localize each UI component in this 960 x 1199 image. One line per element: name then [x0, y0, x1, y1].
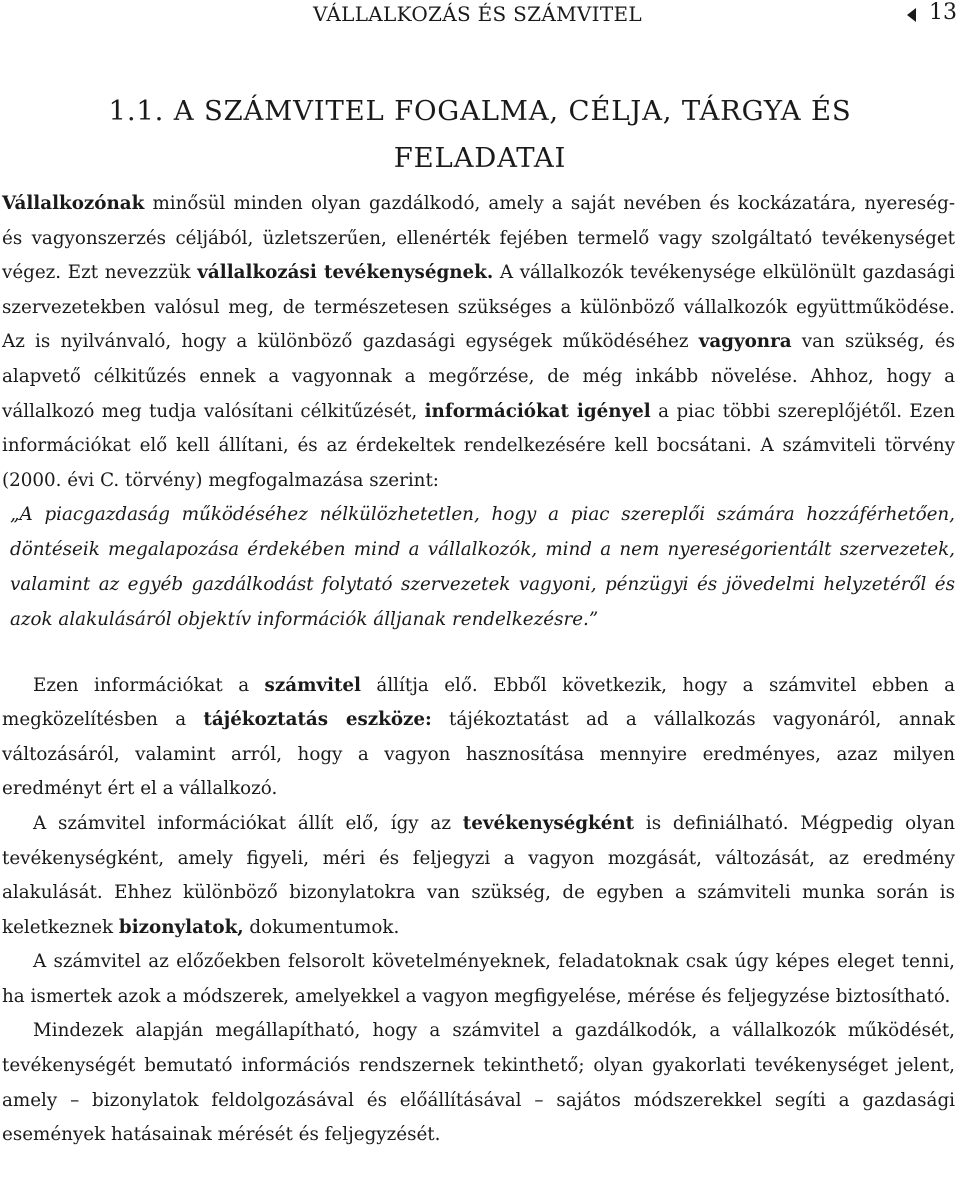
section-title-line2: FELADATAI: [393, 142, 567, 174]
paragraph-4: A számvitel az előzőekben felsorolt követelményeknek, feladatoknak csak úgy képes eleget tenni, ha ismertek azok a módszerek, amelyekkel a vagyon megfigyelése, mérése és feljegyzése biztosítható.: [2, 951, 955, 1007]
paragraph-3-text-c: dokumentumok.: [243, 916, 400, 938]
term-vallalkozasi-tevekenyseg: vállalkozási tevékenységnek.: [197, 262, 494, 284]
section-title: [0, 88, 960, 182]
term-vallalkozo: Vállalkozónak: [2, 193, 145, 214]
section-title-line1: 1.1. A SZÁMVITEL FOGALMA, CÉLJA, TÁRGYA ÉS: [108, 95, 852, 127]
paragraph-1-text-d: a piac többi szereplőjétől. Ezen információkat elő kell állítani, és az érdekeltek rendelkezésére kell bocsátani. A számviteli törvény (2000. évi C. törvény) megfogalmazása szerint:: [2, 400, 955, 491]
paragraph-1-text-c: van szükség, és alapvető célkitűzés ennek a vagyonnak a megőrzése, de még inkább növelése. Ahhoz, hogy a vállalkozó meg tudja valósítani célkitűzését,: [2, 331, 955, 422]
term-tajekoztatas-eszkoze: tájékoztatás eszköze:: [203, 709, 432, 731]
paragraph-2-text-b: állítja elő. Ebből következik, hogy a számvitel ebben a megközelítésben a: [2, 674, 955, 731]
page-header: [0, 0, 960, 34]
paragraph-3-text-a: A számvitel információkat állít elő, így az: [33, 812, 463, 834]
page-number: 13: [929, 0, 957, 25]
paragraph-1-text-b: A vállalkozók tevékenysége elkülönült gazdasági szervezetekben valósul meg, de természetesen szükséges a különböző vállalkozók együttműködése. Az is nyilvánvaló, hogy a különböző gazdasági egységek működéséhez: [2, 262, 955, 353]
term-informaciokat-igenyel: információkat igényel: [424, 400, 651, 422]
term-tevekenysegkent: tevékenységként: [462, 812, 635, 834]
body-text: [2, 187, 955, 1153]
paragraph-3-text-b: is definiálható. Mégpedig olyan tevékenységként, amely figyeli, méri és feljegyzi a vagyon mozgását, változását, az eredmény alakulását. Ehhez különböző bizonylatokra van szükség, de egyben a számviteli munka során is keletkeznek: [2, 812, 955, 938]
law-quote: „A piacgazdaság működéséhez nélkülözhetetlen, hogy a piac szereplői számára hozzáférhetően, döntéseik megalapozása érdekében mind a vállalkozók, mind a nem nyereségorientált szervezetek, valamint az egyéb gazdálkodást folytató szervezetek vagyoni, pénzügyi és jövedelmi helyzetéről és azok alakulásáról objektív információk álljanak rendelkezésre.”: [10, 504, 955, 630]
paragraph-3: [2, 807, 955, 945]
paragraph-1: [2, 187, 955, 498]
running-title: VÁLLALKOZÁS ÉS SZÁMVITEL: [313, 2, 642, 26]
term-bizonylatok: bizonylatok,: [118, 916, 244, 938]
paragraph-2: [2, 669, 955, 807]
term-szamvitel: számvitel: [264, 674, 361, 696]
paragraph-5: Mindezek alapján megállapítható, hogy a számvitel a gazdálkodók, a vállalkozók működését, tevékenységét bemutató információs rendszernek tekinthető; olyan gyakorlati tevékenységet jelent, amely – bizonylatok feldolgozásával és előállításával – sajátos módszerekkel segíti a gazdasági események hatásainak mérését és feljegyzését.: [2, 1020, 955, 1146]
term-vagyonra: vagyonra: [698, 331, 792, 353]
paragraph-1-text-a: minősül minden olyan gazdálkodó, amely a saját nevében és kockázatára, nyereség- és vagyonszerzés céljából, üzletszerűen, ellenérték fejében termelő vagy szolgáltató tevékenységet végez. Ezt nevezzük: [2, 193, 955, 284]
paragraph-2-text-a: Ezen információkat a: [33, 674, 265, 696]
paragraph-2-text-c: tájékoztatást ad a vállalkozás vagyonáról, annak változásáról, valamint arról, hogy a vagyon hasznosítása mennyire eredményes, azaz milyen eredményt ért el a vállalkozó.: [2, 709, 955, 800]
triangle-left-icon: [907, 8, 916, 22]
